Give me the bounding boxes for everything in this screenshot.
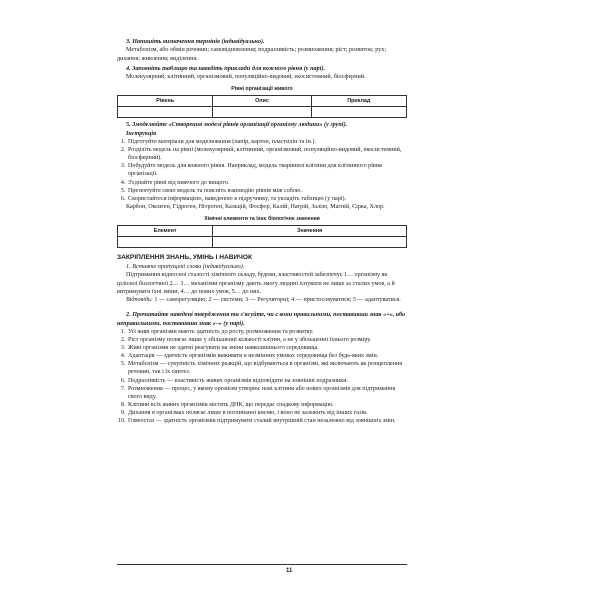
list-item: 2. Ріст організму полягає лише у збільшенні кількості клітин, а не у збільшенні їхнього розміру.: [127, 336, 407, 344]
list-item: 4. З'єднайте рівні від нижчого до вищого.: [127, 179, 407, 187]
exercise-1-answers: [117, 296, 407, 304]
section-title: ЗАКРІПЛЕННЯ ЗНАНЬ, УМІНЬ І НАВИЧОК: [117, 253, 253, 261]
list-item: 3. Живі організми не здатні реагувати на зміни навколишнього середовища.: [127, 344, 407, 352]
instruction-label: Інструкція: [126, 130, 157, 137]
table-header-meaning: Значення: [213, 225, 407, 236]
levels-table: [117, 95, 407, 118]
table-header-element: Елемент: [118, 225, 213, 236]
page-number: 11: [286, 568, 293, 574]
exercise-2-title: 2. Прочитайте наведені твердження та з'ясуйте, чи є вони правильними, поставивши знак «+», або неправильними, поставивши знак «–» (у парі).: [117, 311, 406, 327]
statements-list: [117, 328, 407, 425]
instruction-steps: [117, 138, 407, 203]
answers-label: Відповідь:: [126, 297, 153, 303]
list-item: 1. Усі живі організми мають здатність до росту, розмноження та розвитку.: [127, 328, 407, 336]
list-item: 7. Розмноження — процес, у якому організм утворює нові клітини або нових організмів для підтримання свого виду.: [127, 385, 407, 401]
list-item: 2. Розділіть модель на рівні (молекулярний, клітинний, організмовий, популяційно-видовий, екосистемний, біосферний).: [127, 146, 407, 162]
table-2-caption: Хімічні елементи та їхнє біологічне значення: [204, 215, 320, 222]
task-3-body: Метаболізм, або обмін речовин; самовідновлення; подразливість; розмноження; ріст; розвиток; рух; дихання; живлення; виділення.: [117, 47, 387, 62]
footer-rule: [117, 564, 407, 565]
task-3-title: 3. Напишіть визначення термінів (індивідуально).: [126, 38, 265, 45]
table-cell[interactable]: [213, 236, 407, 247]
elements-table: [117, 225, 407, 248]
list-item: 1. Підготуйте матеріали для моделювання (папір, картон, пластилін та ін.).: [127, 138, 407, 146]
table-header-example: Приклад: [311, 96, 406, 107]
answers-text: 1 — саморегуляцію; 2 — системи; 3 — Регуляторні; 4 — пристосовуватися; 5 — адаптуватися.: [152, 297, 401, 303]
task-4-body: Молекулярний, клітинний, організмовий, популяційно-видовий, екосистемний, біосферний.: [126, 74, 366, 81]
table-header-level: Рівень: [118, 96, 213, 107]
list-item: 8. Клітини всіх живих організмів містять ДНК, що передає спадкову інформацію.: [127, 401, 407, 409]
table-cell[interactable]: [213, 107, 311, 118]
table-1-caption: Рівні організації живого: [231, 86, 293, 93]
table-cell[interactable]: [118, 236, 213, 247]
page-content: [117, 38, 407, 425]
list-item: 5. Презентуйте свою модель та поясніть взаємодію рівнів між собою.: [127, 187, 407, 195]
list-item: 6. Подразливість — властивість живих організмів відповідати на зовнішні подразники.: [127, 377, 407, 385]
list-item: 10. Гомеостаз — здатність організмів підтримувати сталий внутрішній стан незалежно від зовнішніх змін.: [127, 417, 407, 425]
exercise-1-title: 1. Вставте пропущені слова (індивідуально).: [126, 262, 245, 270]
table-header-description: Опис: [213, 96, 311, 107]
table-cell[interactable]: [118, 107, 213, 118]
chemical-elements: Карбон, Оксиген, Гідроген, Нітроген, Кальцій, Фосфор, Калій, Натрій, Залізо, Магній, Сірка, Хлор.: [126, 203, 385, 210]
list-item: 9. Дихання в організмах полягає лише в поглинанні кисню, і воно не залежить від інших газів.: [127, 409, 407, 417]
task-4-title: 4. Заповніть таблицю та наведіть приклади для кожного рівня (у парі).: [126, 64, 326, 72]
exercise-1-body: Підтримання відносної сталості хімічного складу, будови, властивостей забезпечує 1… організму як цілісної біологічної 2… 3… механізми організму дають змогу людині існувати не лише за сталих умов, а й витримувати їхні зміни, 4… до нових умов, 5… до них.: [117, 272, 395, 295]
list-item: 5. Метаболізм — сукупність хімічних реакцій, що відбуваються в організмі, які включають як розщеплення речовин, так і їх синтез.: [127, 360, 407, 376]
list-item: 3. Побудуйте модель для кожного рівня. Наприклад, модель тваринної клітини для клітинного рівня організації.: [127, 162, 407, 178]
list-item: 4. Адаптація — здатність організмів виживати в незмінних умовах середовища без будь-яких змін.: [127, 352, 407, 360]
table-cell[interactable]: [311, 107, 406, 118]
list-item: 6. Скористайтеся інформацією, наведеною в підручнику, та укладіть таблицю (у парі).: [127, 195, 407, 203]
task-5-title: 5. Змоделюйте «Створення моделі рівнів організації організму людини» (у групі).: [126, 121, 348, 129]
